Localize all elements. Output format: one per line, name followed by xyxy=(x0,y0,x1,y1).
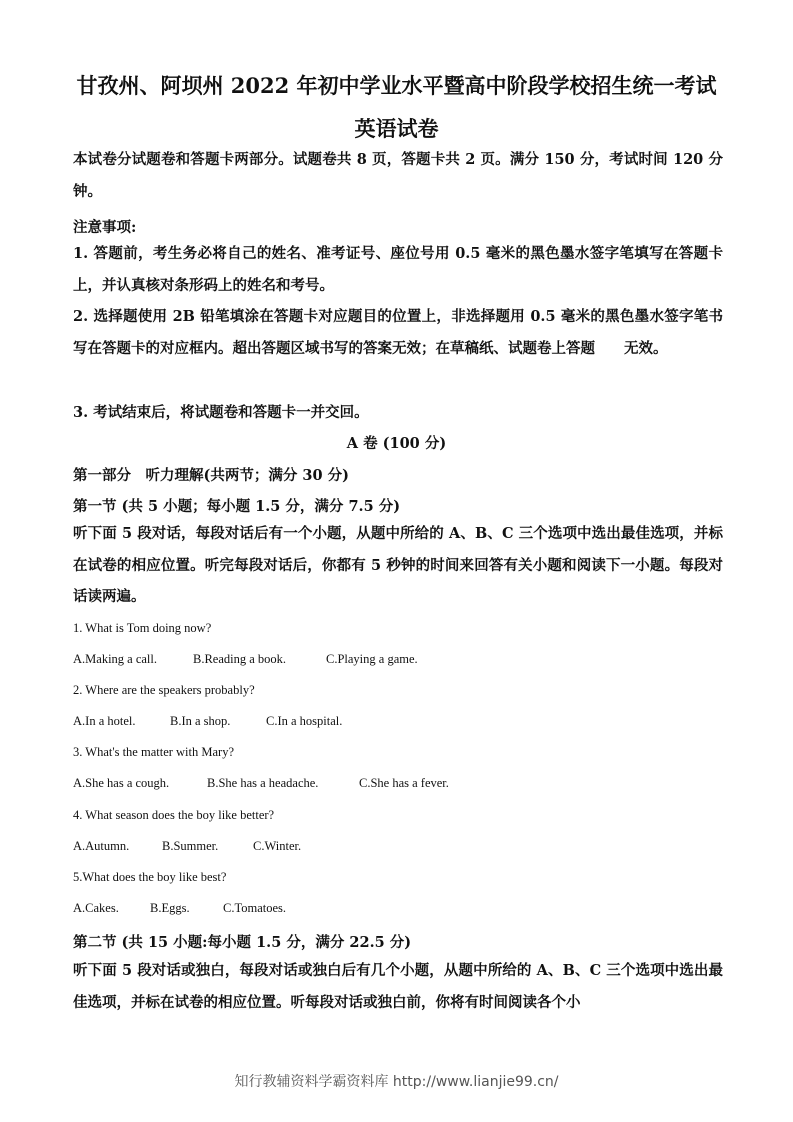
volume-a-heading: A 卷 (100 分) xyxy=(346,435,447,452)
question-stem: 5.What does the boy like best? xyxy=(73,870,227,884)
question-stem: 4. What season does the boy like better? xyxy=(73,808,275,822)
option-c: C.In a hospital. xyxy=(266,714,343,728)
option-b: B.Reading a book. xyxy=(193,652,287,666)
footer-watermark: 知行教辅资料学霸资料库 http://www.lianjie99.cn/ xyxy=(234,1074,559,1090)
question-options xyxy=(73,839,301,854)
notice-item-1: 1. 答题前，考生务必将自己的姓名、准考证号、座位号用 0.5 毫米的黑色墨水签字笔填写在答题卡上，并认真核对条形码上的姓名和考号。 xyxy=(73,245,723,294)
option-a: A.Cakes. xyxy=(73,901,119,915)
option-c: C.Tomatoes. xyxy=(223,901,287,915)
question-options xyxy=(73,901,286,916)
question-options xyxy=(73,714,342,729)
option-b: B.She has a headache. xyxy=(207,776,319,790)
notice-heading: 注意事项: xyxy=(73,219,137,236)
section1-instructions: 听下面 5 段对话，每段对话后有一个小题，从题中所给的 A、B、C 三个选项中选出最佳选项，并标在试卷的相应位置。听完每段对话后，你都有 5 秒钟的时间来回答有关小题和阅读下一小题。每段对话读两遍。 xyxy=(73,525,723,605)
option-a: A.She has a cough. xyxy=(73,776,170,790)
option-a: A.In a hotel. xyxy=(73,714,136,728)
section2-heading: 第二节 (共 15 小题:每小题 1.5 分，满分 22.5 分) xyxy=(73,934,412,951)
part1-heading: 第一部分 听力理解(共两节；满分 30 分) xyxy=(73,467,349,484)
section1-heading: 第一节 (共 5 小题；每小题 1.5 分，满分 7.5 分) xyxy=(73,498,401,515)
page-subtitle: 英语试卷 xyxy=(354,116,439,141)
intro-paragraph: 本试卷分试题卷和答题卡两部分。试题卷共 8 页，答题卡共 2 页。满分 150 分，考试时间 120 分钟。 xyxy=(73,151,723,200)
section2-instructions: 听下面 5 段对话或独白，每段对话或独白后有几个小题，从题中所给的 A、B、C 三个选项中选出最佳选项，并标在试卷的相应位置。听每段对话或独白前，你将有时间阅读各个小 xyxy=(73,962,723,1011)
option-c: C.Winter. xyxy=(253,839,302,853)
option-c: C.Playing a game. xyxy=(326,652,418,666)
question-options xyxy=(73,776,449,791)
option-b: B.In a shop. xyxy=(170,714,231,728)
notice-item-3: 3. 考试结束后，将试题卷和答题卡一并交回。 xyxy=(73,404,369,421)
option-b: B.Eggs. xyxy=(150,901,190,915)
option-c: C.She has a fever. xyxy=(359,776,449,790)
option-a: A.Autumn. xyxy=(73,839,130,853)
option-b: B.Summer. xyxy=(162,839,219,853)
question-stem: 1. What is Tom doing now? xyxy=(73,621,212,635)
page-title: 甘孜州、阿坝州 2022 年初中学业水平暨高中阶段学校招生统一考试 xyxy=(76,73,717,98)
notice-item-2: 2. 选择题使用 2B 铅笔填涂在答题卡对应题目的位置上，非选择题用 0.5 毫米的黑色墨水签字笔书写在答题卡的对应框内。超出答题区域书写的答案无效；在草稿纸、试题卷上答题 无效。 xyxy=(73,308,723,357)
question-options xyxy=(73,652,418,667)
question-stem: 2. Where are the speakers probably? xyxy=(73,683,255,697)
question-stem: 3. What's the matter with Mary? xyxy=(73,745,235,759)
option-a: A.Making a call. xyxy=(73,652,158,666)
